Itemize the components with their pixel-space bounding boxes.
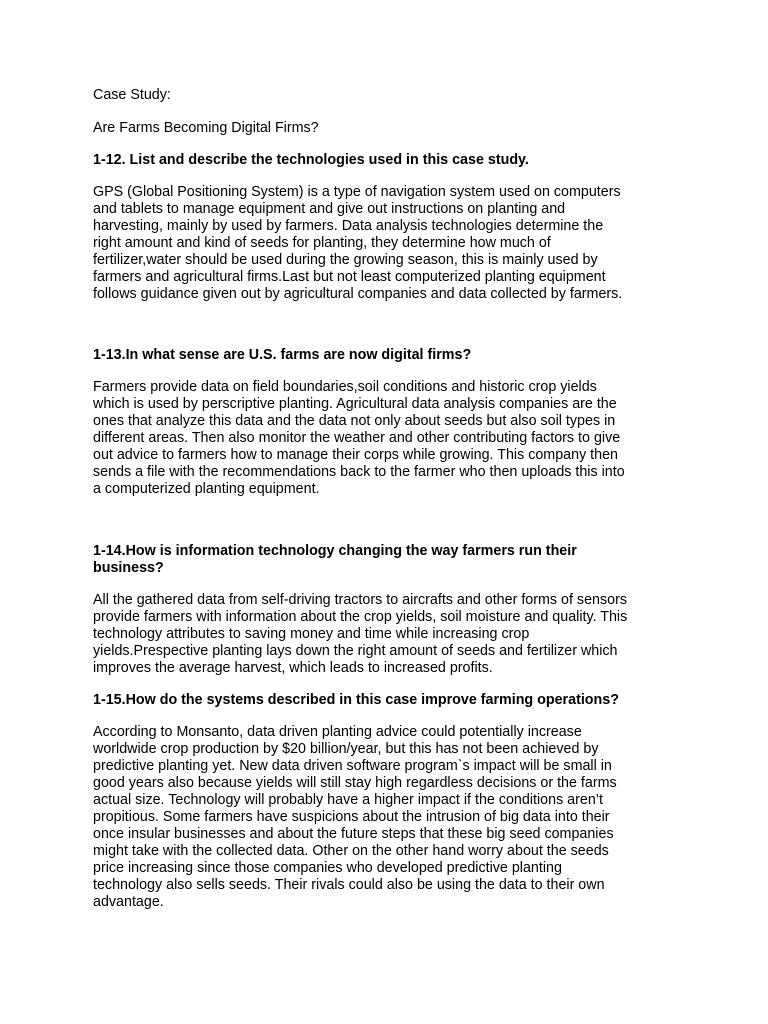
answer-line: provide farmers with information about the crop yields, soil moisture and quality. This <box>93 609 628 625</box>
answer-paragraph <box>93 724 693 911</box>
answer-line: follows guidance given out by agricultural companies and data collected by farmers. <box>93 286 623 302</box>
answer-line: good years also because yields will still stay high regardless decisions or the farms <box>93 775 617 791</box>
answer-line: ones that analyze this data and the data not only about seeds but also soil types in <box>93 413 616 429</box>
answer-line: advantage. <box>93 894 164 910</box>
answer-line: Farmers provide data on field boundaries,soil conditions and historic crop yields <box>93 379 597 395</box>
answer-line: right amount and kind of seeds for planting, they determine how much of <box>93 235 551 251</box>
question-line: business? <box>93 560 164 576</box>
case-study-label: Case Study: <box>93 87 171 103</box>
answer-line: might take with the collected data. Other on the other hand worry about the seeds <box>93 843 609 859</box>
answer-line: price increasing since those companies who developed predictive planting <box>93 860 562 876</box>
answer-line: According to Monsanto, data driven planting advice could potentially increase <box>93 724 582 740</box>
answer-line: worldwide crop production by $20 billion/year, but this has not been achieved by <box>93 741 599 757</box>
section-1-14 <box>93 543 693 677</box>
answer-paragraph <box>93 379 693 498</box>
answer-line: yields.Prespective planting lays down the right amount of seeds and fertilizer which <box>93 643 618 659</box>
question-line: 1-14.How is information technology changing the way farmers run their <box>93 543 577 559</box>
document-page <box>93 87 693 911</box>
answer-line: GPS (Global Positioning System) is a type of navigation system used on computers <box>93 184 621 200</box>
section-1-12 <box>93 152 693 303</box>
answer-line: propitious. Some farmers have suspicions about the intrusion of big data into their <box>93 809 610 825</box>
answer-line: farmers and agricultural firms.Last but not least computerized planting equipment <box>93 269 606 285</box>
question-heading: 1-15.How do the systems described in this case improve farming operations? <box>93 692 619 708</box>
section-1-15 <box>93 692 693 911</box>
answer-line: once insular businesses and about the future steps that these big seed companies <box>93 826 614 842</box>
answer-paragraph <box>93 184 693 303</box>
answer-line: fertilizer,water should be used during the growing season, this is mainly used by <box>93 252 598 268</box>
question-heading: 1-12. List and describe the technologies used in this case study. <box>93 152 529 168</box>
answer-line: a computerized planting equipment. <box>93 481 320 497</box>
question-heading: 1-13.In what sense are U.S. farms are now digital firms? <box>93 347 472 363</box>
answer-line: sends a file with the recommendations back to the farmer who then uploads this into <box>93 464 625 480</box>
answer-line: All the gathered data from self-driving tractors to aircrafts and other forms of sensors <box>93 592 627 608</box>
answer-line: harvesting, mainly by used by farmers. Data analysis technologies determine the <box>93 218 604 234</box>
answer-line: and tablets to manage equipment and give out instructions on planting and <box>93 201 566 217</box>
answer-line: predictive planting yet. New data driven software program`s impact will be small in <box>93 758 612 774</box>
section-1-13 <box>93 347 693 498</box>
answer-line: out advice to farmers how to manage their corps while growing. This company then <box>93 447 619 463</box>
answer-paragraph <box>93 592 693 677</box>
answer-line: different areas. Then also monitor the weather and other contributing factors to give <box>93 430 621 446</box>
answer-line: technology also sells seeds. Their rivals could also be using the data to their own <box>93 877 605 893</box>
document-title: Are Farms Becoming Digital Firms? <box>93 120 319 136</box>
answer-line: actual size. Technology will probably have a higher impact if the conditions aren’t <box>93 792 603 808</box>
answer-line: which is used by perscriptive planting. Agricultural data analysis companies are the <box>93 396 617 412</box>
answer-line: technology attributes to saving money and time while increasing crop <box>93 626 530 642</box>
answer-line: improves the average harvest, which leads to increased profits. <box>93 660 493 676</box>
question-heading <box>93 543 693 577</box>
